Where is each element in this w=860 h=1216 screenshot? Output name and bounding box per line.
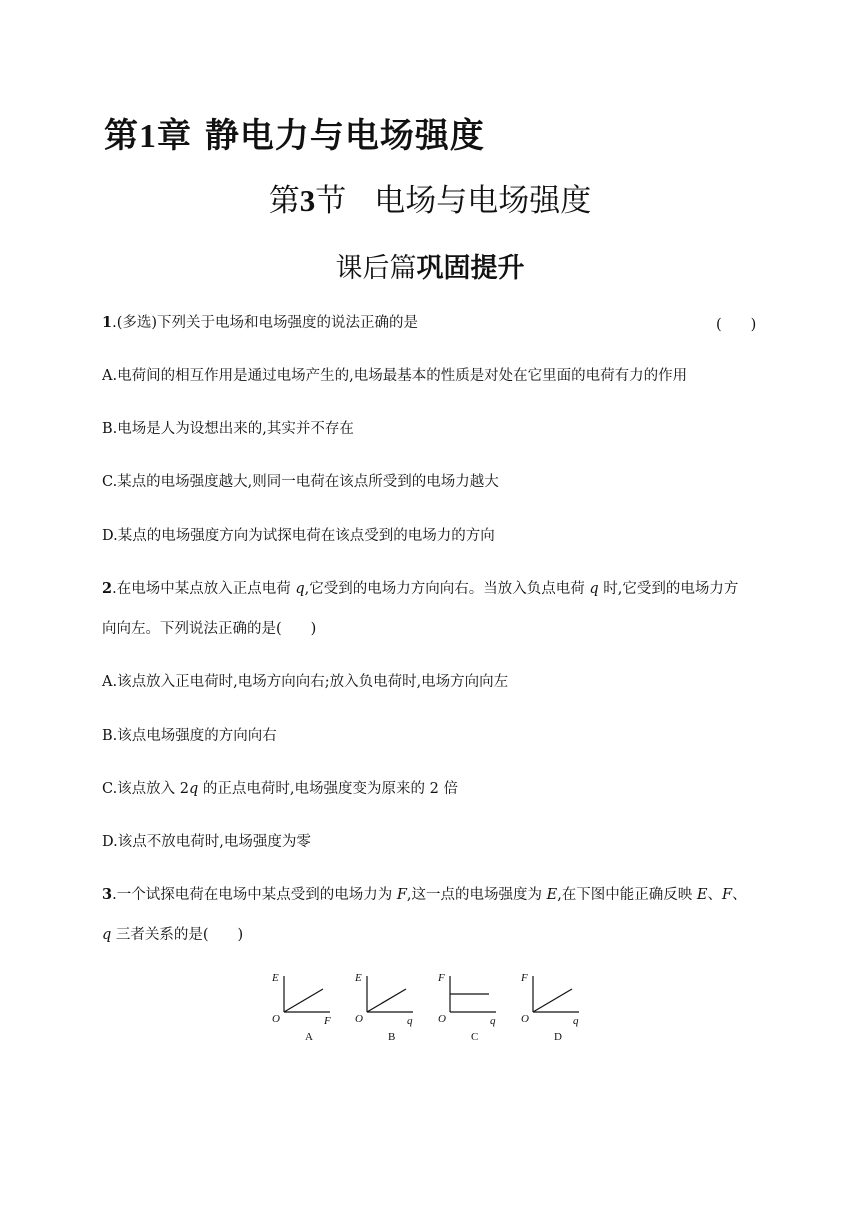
x-axis-label: F	[324, 1015, 331, 1027]
x-axis-label: q	[573, 1015, 579, 1027]
section-title	[0, 175, 860, 220]
graph-option-label: D	[554, 1031, 562, 1043]
plot-line	[284, 989, 323, 1012]
var-F: F	[396, 887, 407, 903]
q3-sep: 、	[707, 887, 722, 903]
q2-option-a: A.该点放入正电荷时,电场方向向右;放入负电荷时,电场方向向左	[102, 674, 509, 690]
q3-stem-line1	[102, 885, 747, 905]
answer-graphs	[268, 966, 598, 1046]
chapter-prefix: 第	[104, 116, 139, 156]
subtitle-normal: 课后篇	[335, 253, 417, 284]
q2-option-b: B.该点电场强度的方向向右	[102, 728, 277, 744]
q1-option-b: B.电场是人为设想出来的,其实并不存在	[102, 421, 354, 437]
var-q: q	[589, 581, 599, 597]
section-name: 电场与电场强度	[374, 183, 592, 219]
origin-label: O	[521, 1013, 529, 1025]
q2-option-c	[102, 779, 458, 799]
graph-c	[437, 972, 496, 1043]
q3-sep: 、	[732, 887, 747, 903]
chapter-name: 静电力与电场强度	[204, 116, 485, 156]
q3-text-a: .一个试探电荷在电场中某点受到的电场力为	[112, 887, 397, 903]
chapter-suffix: 章	[157, 116, 192, 156]
y-axis-label: E	[355, 972, 362, 984]
var-q: q	[102, 927, 112, 943]
plot-line	[533, 989, 572, 1012]
x-axis-label: q	[490, 1015, 496, 1027]
q1-option-c: C.某点的电场强度越大,则同一电荷在该点所受到的电场力越大	[102, 474, 499, 490]
chapter-title	[104, 108, 485, 157]
q3-stem-line2	[102, 925, 243, 945]
var-q: q	[295, 581, 305, 597]
q2-text-b: ,它受到的电场力方向向右。当放入负点电荷	[304, 581, 590, 597]
q2-stem-line2: 向向左。下列说法正确的是( )	[102, 621, 317, 637]
x-axis-label: q	[407, 1015, 413, 1027]
q3-text-c: ,在下图中能正确反映	[557, 887, 697, 903]
q2-text-a: .在电场中某点放入正点电荷	[112, 581, 296, 597]
plot-line	[367, 989, 406, 1012]
graph-option-label: A	[305, 1031, 313, 1043]
origin-label: O	[272, 1013, 280, 1025]
subtitle	[0, 246, 860, 285]
q2-stem-line1	[102, 579, 738, 599]
graph-d	[520, 972, 579, 1043]
q2-option-c-b: 的正点电荷时,电场强度变为原来的 2 倍	[198, 781, 458, 797]
graph-b	[354, 972, 413, 1043]
q1-answer-paren: ( )	[716, 317, 757, 333]
var-F: F	[722, 887, 733, 903]
q1-stem	[102, 313, 418, 333]
q2-option-c-a: C.该点放入 2	[102, 781, 190, 797]
q1-number: 1	[102, 314, 113, 331]
q1-text: .(多选)下列关于电场和电场强度的说法正确的是	[112, 315, 419, 331]
y-axis-label: E	[272, 972, 279, 984]
q2-number: 2	[102, 580, 113, 597]
var-q: q	[189, 781, 199, 797]
q1-option-d: D.某点的电场强度方向为试探电荷在该点受到的电场力的方向	[102, 528, 495, 544]
subtitle-bold: 巩固提升	[416, 253, 525, 284]
origin-label: O	[438, 1013, 446, 1025]
graph-option-label: C	[471, 1031, 479, 1043]
chapter-number: 1	[139, 118, 157, 155]
section-prefix: 第	[268, 183, 300, 219]
graph-option-label: B	[388, 1031, 396, 1043]
q3-number: 3	[102, 886, 113, 903]
var-E: E	[696, 887, 708, 903]
section-number: 3	[299, 183, 316, 218]
var-E: E	[546, 887, 558, 903]
origin-label: O	[355, 1013, 363, 1025]
q2-text-c: 时,它受到的电场力方	[598, 581, 739, 597]
q3-text-d: 三者关系的是( )	[111, 927, 244, 943]
q3-text-b: ,这一点的电场强度为	[406, 887, 547, 903]
y-axis-label: F	[521, 972, 528, 984]
y-axis-label: F	[438, 972, 445, 984]
q1-option-a: A.电荷间的相互作用是通过电场产生的,电场最基本的性质是对处在它里面的电荷有力的作用	[102, 368, 688, 384]
q2-option-d: D.该点不放电荷时,电场强度为零	[102, 834, 311, 850]
graph-a	[271, 972, 331, 1043]
section-suffix: 节	[315, 183, 347, 219]
